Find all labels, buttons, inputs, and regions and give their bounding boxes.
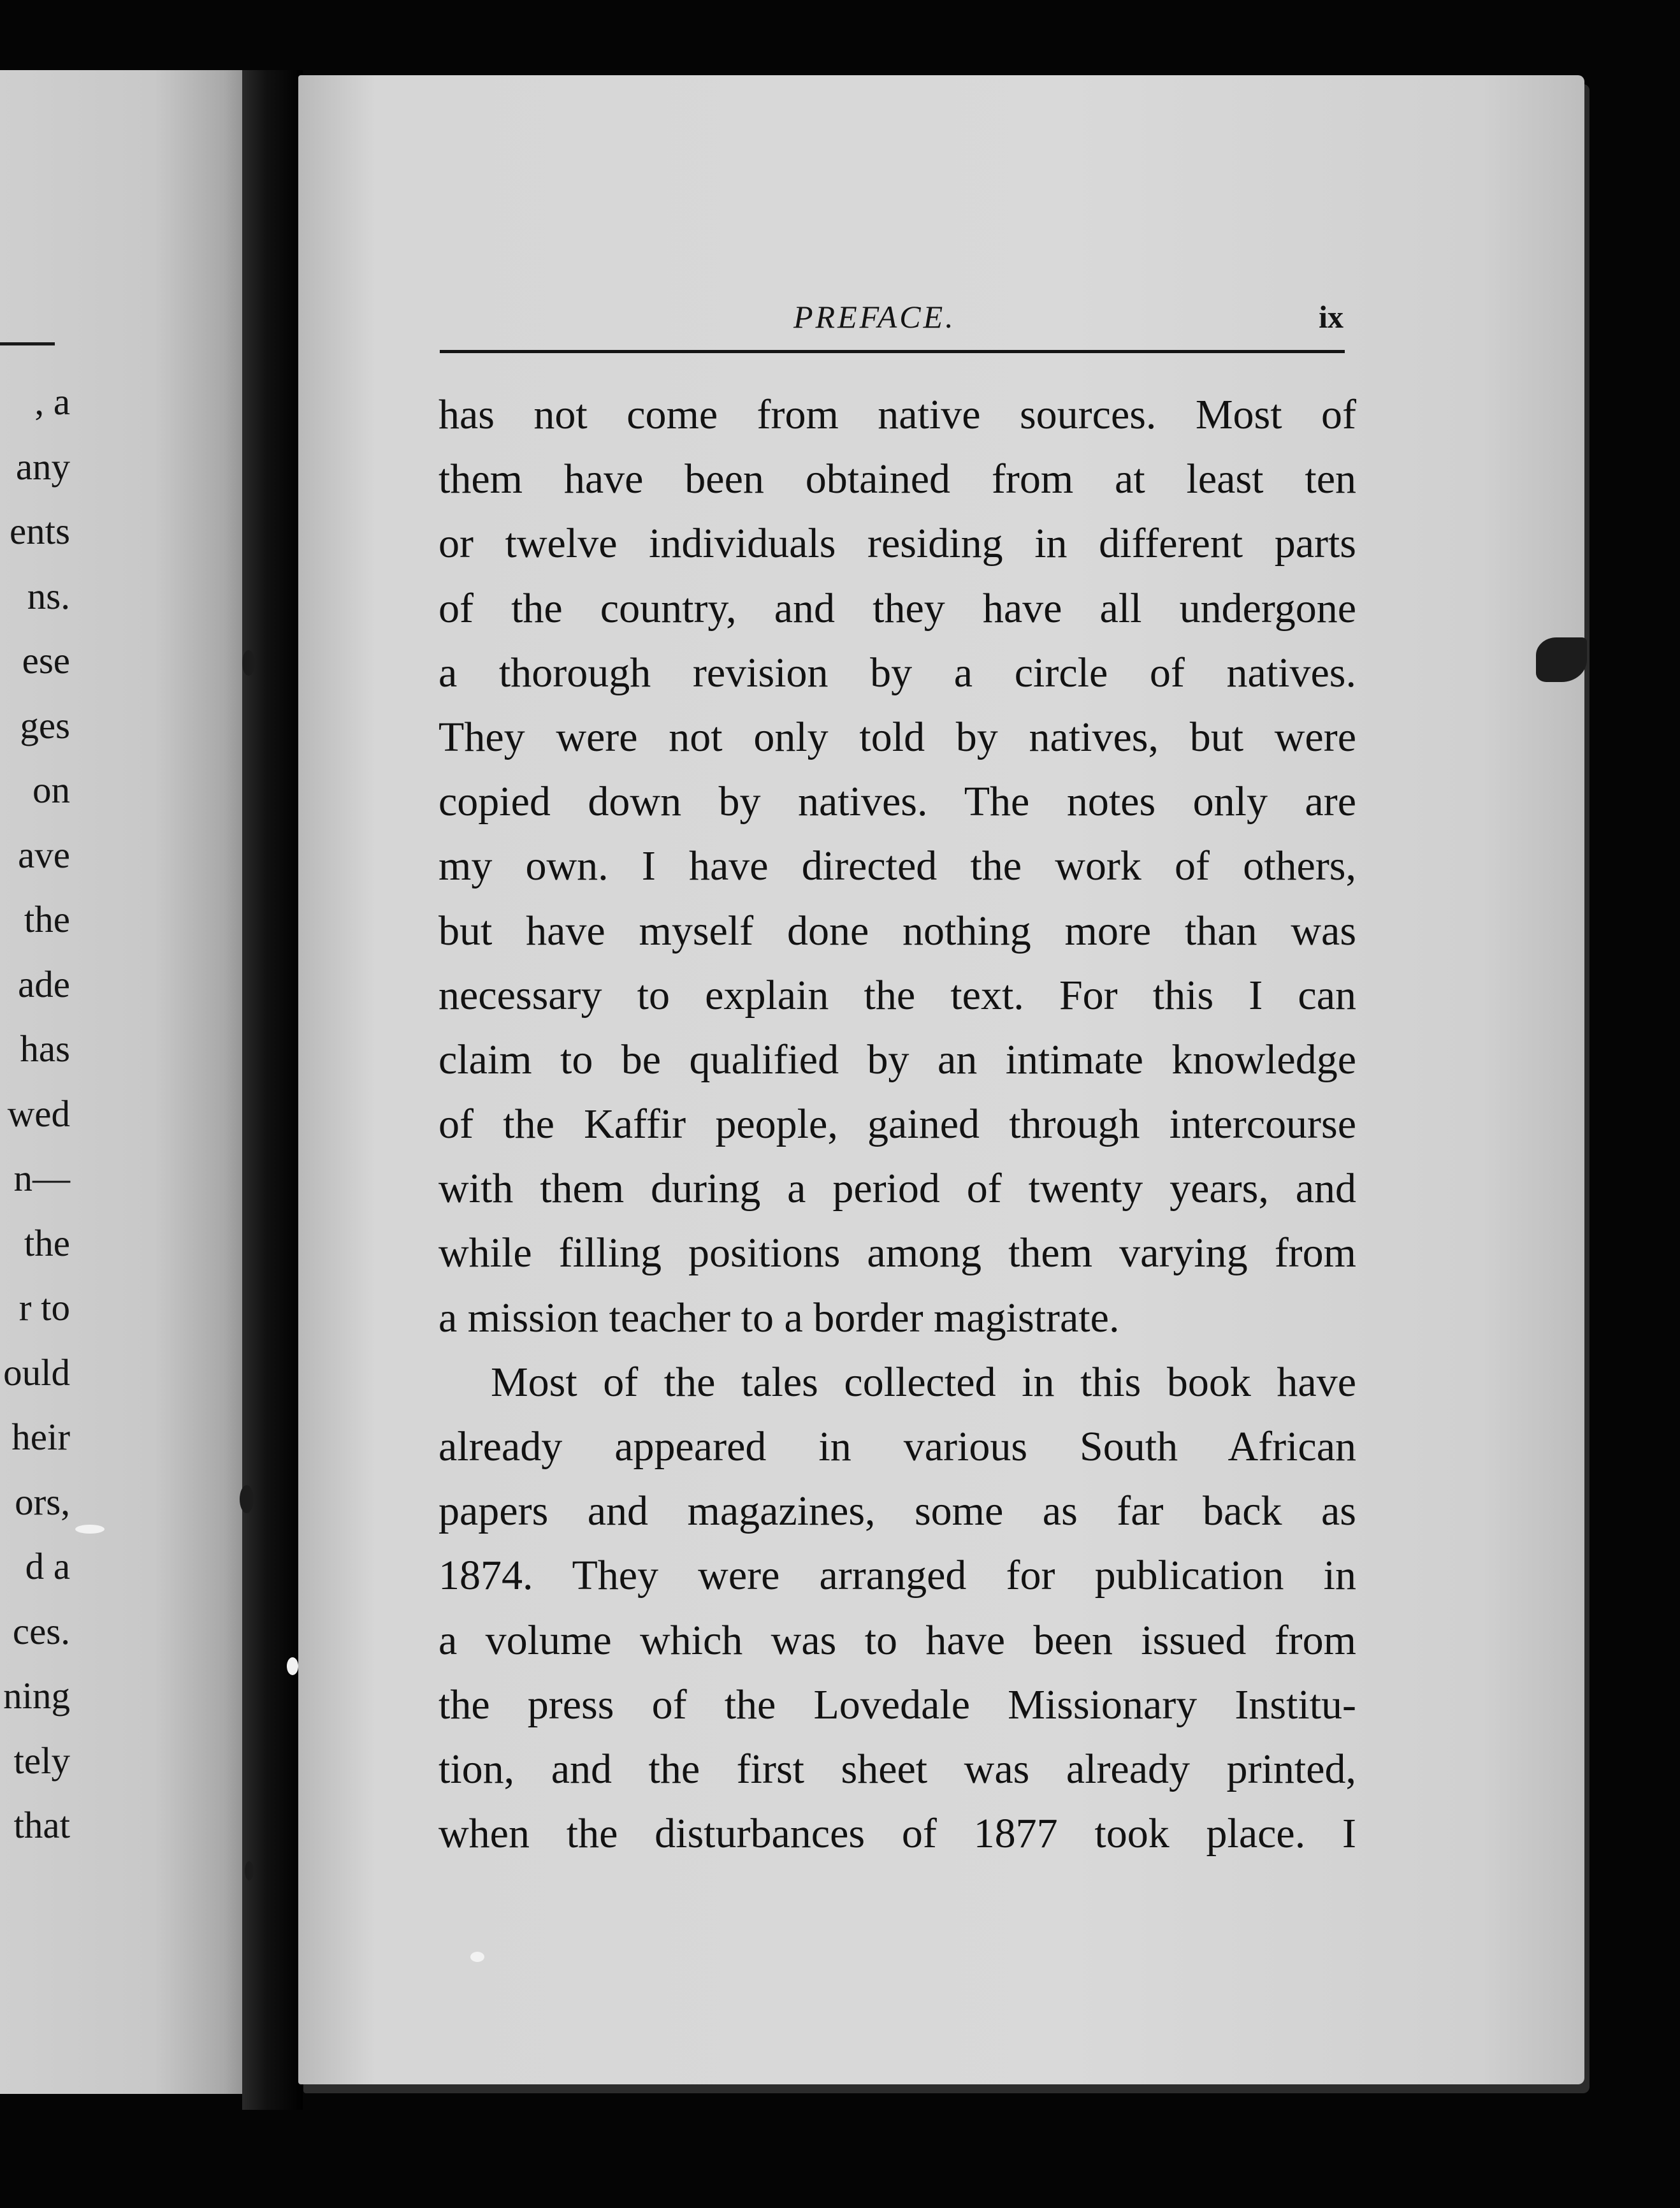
- fragment-line: the: [24, 1221, 70, 1264]
- text-line: of the Kaffir people, gained through intercourse: [438, 1101, 1356, 1148]
- scan-speck: [1536, 637, 1587, 682]
- text-line: a mission teacher to a border magistrate.: [438, 1294, 1120, 1341]
- running-head: [440, 293, 1345, 351]
- fragment-line: ns.: [27, 574, 70, 617]
- fragment-line: ese: [22, 639, 70, 681]
- scan-speck: [287, 1657, 298, 1675]
- fragment-line: tely: [13, 1739, 70, 1782]
- text-line: already appeared in various South African: [438, 1423, 1356, 1470]
- text-line: or twelve individuals residing in different parts: [438, 520, 1356, 567]
- fragment-line: wed: [7, 1092, 70, 1135]
- page-number: ix: [1319, 299, 1343, 335]
- fragment-line: any: [15, 445, 70, 488]
- fragment-line: r to: [18, 1286, 70, 1328]
- fragment-line: on: [33, 769, 70, 811]
- scan-speck: [242, 650, 255, 676]
- body-text: [438, 382, 1356, 1866]
- paragraph-2: [438, 1350, 1356, 1866]
- paragraph-1: [438, 382, 1356, 1350]
- fragment-line: ade: [18, 962, 70, 1005]
- text-line: but have myself done nothing more than was: [438, 907, 1356, 954]
- fragment-line: ges: [20, 704, 70, 746]
- text-line: them have been obtained from at least ten: [438, 456, 1356, 503]
- text-line: my own. I have directed the work of others,: [438, 843, 1356, 890]
- previous-page-text-fragments: [0, 370, 70, 1858]
- fragment-line: ors,: [15, 1480, 70, 1523]
- text-line: Most of the tales collected in this book have: [491, 1358, 1356, 1405]
- fragment-line: n—: [13, 1157, 70, 1199]
- fragment-line: ould: [3, 1351, 70, 1393]
- scan-speck: [75, 1525, 105, 1534]
- scan-speck: [240, 1485, 254, 1513]
- text-line: of the country, and they have all undergone: [438, 585, 1356, 632]
- text-line: necessary to explain the text. For this I can: [438, 971, 1356, 1019]
- header-rule: [440, 350, 1345, 353]
- fragment-line: d a: [25, 1545, 70, 1587]
- text-line: when the disturbances of 1877 took place. I: [438, 1810, 1356, 1857]
- text-line: with them during a period of twenty years, and: [438, 1165, 1356, 1212]
- fragment-line: heir: [11, 1416, 70, 1458]
- fragment-line: ents: [9, 510, 70, 552]
- text-line: while filling positions among them varying from: [438, 1230, 1356, 1277]
- scan-speck: [470, 1952, 484, 1962]
- fragment-line: ning: [3, 1674, 70, 1717]
- fragment-line: the: [24, 898, 70, 940]
- fragment-line: that: [13, 1804, 70, 1846]
- text-line: They were not only told by natives, but were: [438, 713, 1356, 760]
- text-line: tion, and the first sheet was already printed,: [438, 1745, 1356, 1792]
- fragment-line: , a: [34, 381, 70, 423]
- text-line: papers and magazines, some as far back as: [438, 1488, 1356, 1535]
- text-line: a volume which was to have been issued from: [438, 1616, 1356, 1664]
- text-line: claim to be qualified by an intimate knowledge: [438, 1036, 1356, 1083]
- running-title: PREFACE.: [793, 299, 956, 335]
- text-line: copied down by natives. The notes only are: [438, 778, 1356, 825]
- text-line: 1874. They were arranged for publication in: [438, 1552, 1356, 1599]
- scan-speck: [245, 1861, 254, 1880]
- previous-page-rule: [0, 342, 55, 345]
- text-line: the press of the Lovedale Missionary Institu-: [438, 1681, 1356, 1728]
- fragment-line: has: [20, 1028, 70, 1070]
- book-gutter: [242, 70, 303, 2110]
- fragment-line: ave: [18, 833, 70, 876]
- text-line: has not come from native sources. Most of: [438, 391, 1356, 438]
- fragment-line: ces.: [12, 1609, 70, 1652]
- text-line: a thorough revision by a circle of natives.: [438, 649, 1356, 696]
